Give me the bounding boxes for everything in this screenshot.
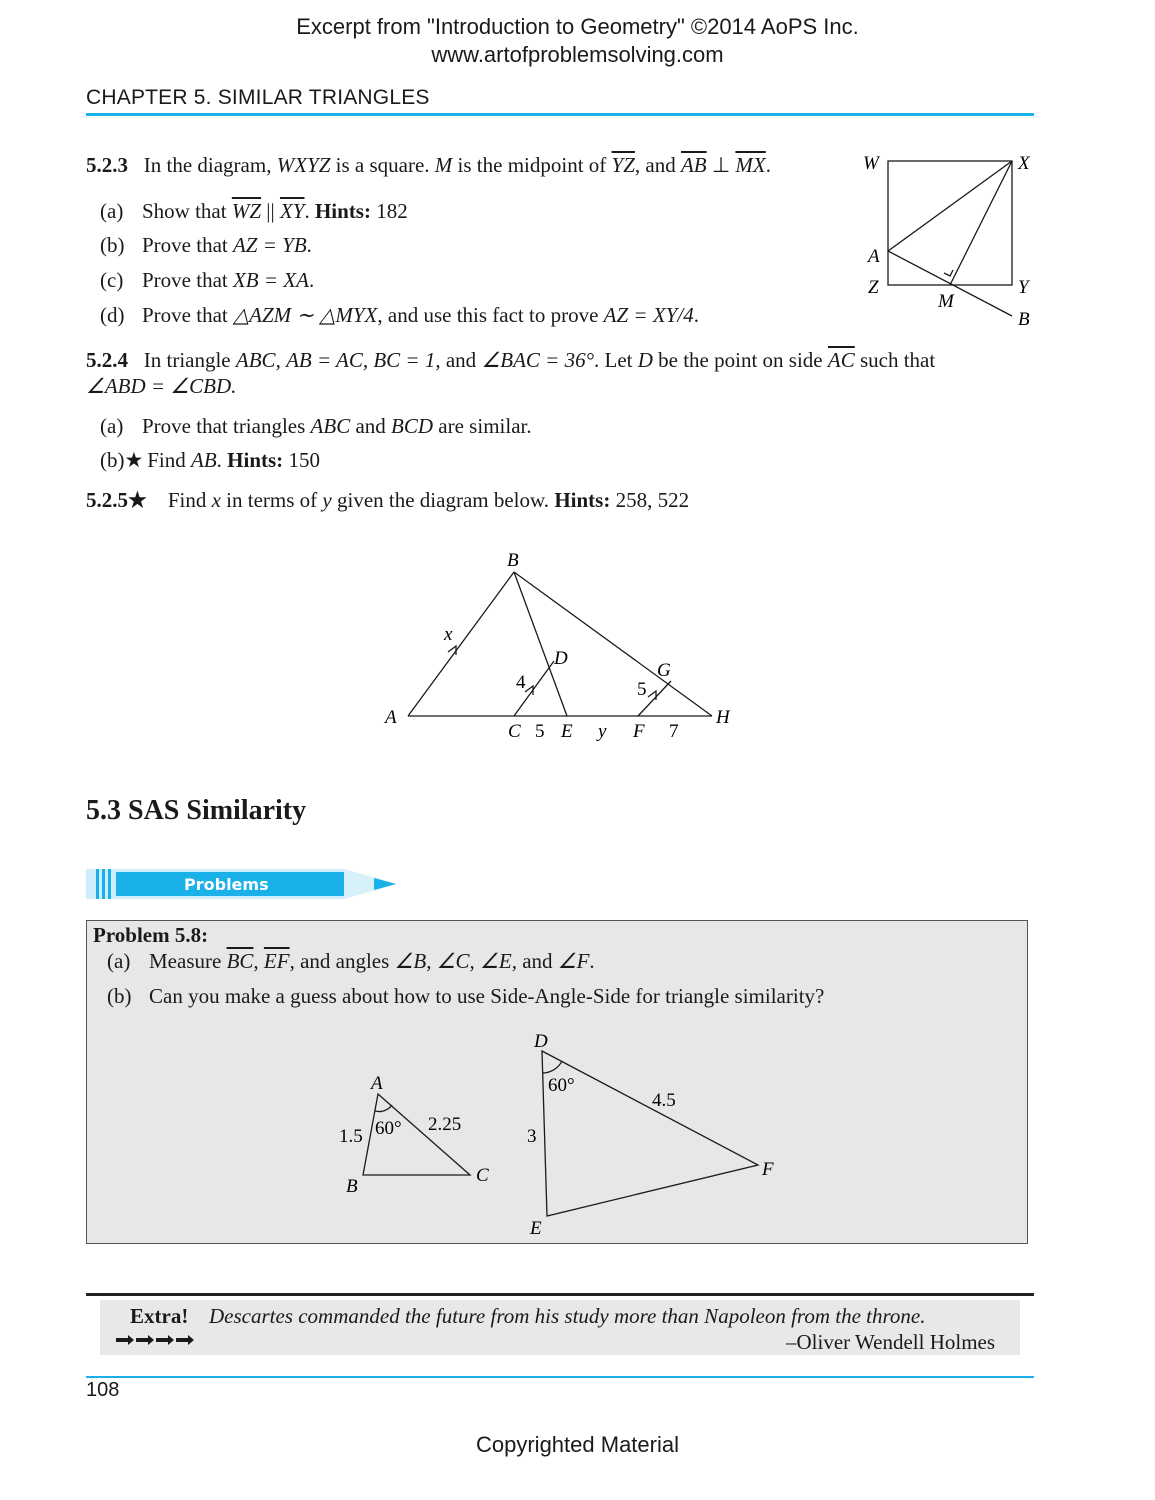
copyright-notice: Copyrighted Material — [476, 1432, 679, 1457]
excerpt-notice: Excerpt from "Introduction to Geometry" ©2014 AoPS Inc. — [296, 14, 859, 39]
label-y: y — [598, 721, 607, 742]
angle-a-arc — [375, 1105, 392, 1112]
extra-quote: Descartes commanded the future from his study more than Napoleon from the throne. — [209, 1304, 926, 1328]
problem-58-title: Problem 5.8: — [93, 923, 209, 947]
problem-525-intro: 5.2.5★ Find x in terms of y given the diagram below. Hints: 258, 522 — [86, 488, 690, 512]
label-a: A — [385, 707, 397, 728]
problem-58-b: (b) Can you make a guess about how to use Side-Angle-Side for triangle similarity? — [107, 984, 825, 1008]
problems-banner-label: Problems — [184, 875, 269, 894]
label-d: D — [554, 648, 568, 669]
label-b: B — [507, 550, 519, 571]
label-b: B — [1018, 309, 1030, 330]
segment-be — [514, 572, 567, 716]
extra-author: –Oliver Wendell Holmes — [786, 1330, 996, 1354]
right-angle-mark — [944, 270, 953, 276]
label-ac: 2.25 — [428, 1114, 462, 1135]
label-d: D — [534, 1031, 548, 1052]
footer-rule — [86, 1376, 1034, 1378]
label-df: 4.5 — [652, 1090, 676, 1111]
label-w: W — [863, 153, 879, 174]
chapter-heading: CHAPTER 5. SIMILAR TRIANGLES — [86, 86, 430, 109]
problem-524-intro: 5.2.4 In triangle ABC, AB = AC, BC = 1, and ∠BAC = 36°. Let D be the point on side $\overline{AC}$ such that — [86, 348, 936, 372]
label-c: C — [476, 1165, 489, 1186]
label-angle-d: 60° — [548, 1075, 575, 1096]
label-m: M — [938, 291, 954, 312]
problem-523-c: (c) Prove that XB = XA. — [100, 268, 315, 292]
header-rule — [86, 113, 1034, 116]
problem-523-a: (a) Show that $\overline{WZ}$ || $\overline{XY}$. Hints: 182 — [100, 199, 408, 223]
sas-triangles-figure — [330, 1025, 800, 1240]
label-a: A — [371, 1073, 383, 1094]
label-e: E — [561, 721, 573, 742]
problem-524-a: (a) Prove that triangles ABC and BCD are similar. — [100, 414, 532, 438]
problem-523-intro: 5.2.3 In the diagram, WXYZ is a square. M is the midpoint of $\overline{YZ}$, and $\overline{AB}$ ⊥ $\overline{MX}$. — [86, 153, 771, 177]
label-e: E — [530, 1218, 542, 1239]
label-f: F — [762, 1159, 774, 1180]
label-a: A — [868, 246, 880, 267]
label-y: Y — [1018, 277, 1029, 298]
segment-bh — [514, 572, 712, 716]
label-5-fg: 5 — [637, 679, 647, 700]
label-ab: 1.5 — [339, 1126, 363, 1147]
problem-524-b: (b)★ Find AB. Hints: 150 — [100, 448, 320, 472]
problem-524-line2: ∠ABD = ∠CBD. — [86, 374, 237, 398]
label-g: G — [657, 660, 671, 681]
label-z: Z — [868, 277, 879, 298]
problem-523-b: (b) Prove that AZ = YB. — [100, 233, 312, 257]
extra-top-rule — [86, 1293, 1034, 1296]
segment-ax — [888, 161, 1012, 251]
label-x: X — [1018, 153, 1030, 174]
problem-523-d: (d) Prove that △AZM ∼ △MYX, and use this fact to prove AZ = XY/4. — [100, 303, 699, 327]
extra-arrows-icon — [116, 1333, 198, 1347]
label-angle-a: 60° — [375, 1118, 402, 1139]
website-url: www.artofproblemsolving.com — [431, 42, 724, 67]
segment-mx — [950, 161, 1012, 285]
square-outline — [888, 161, 1012, 285]
label-de: 3 — [527, 1126, 537, 1147]
label-f: F — [633, 721, 645, 742]
problem-58-a: (a) Measure $\overline{BC}$, $\overline{EF}$, and angles ∠B, ∠C, ∠E, and ∠F. — [107, 949, 595, 973]
section-title: 5.3 SAS Similarity — [86, 795, 307, 826]
label-c: C — [508, 721, 521, 742]
label-h: H — [716, 707, 730, 728]
triangle-abh-figure — [370, 540, 770, 750]
square-wxyz-figure — [855, 145, 1045, 335]
label-4: 4 — [516, 672, 526, 693]
label-5-ce: 5 — [535, 721, 545, 742]
extra-label: Extra! — [130, 1304, 189, 1328]
parallel-arrow-x — [448, 646, 456, 655]
angle-d-arc — [543, 1061, 562, 1073]
label-b: B — [346, 1176, 358, 1197]
segment-ab — [408, 572, 514, 716]
page-number: 108 — [86, 1379, 120, 1401]
label-7: 7 — [669, 721, 679, 742]
label-x: x — [444, 624, 453, 645]
